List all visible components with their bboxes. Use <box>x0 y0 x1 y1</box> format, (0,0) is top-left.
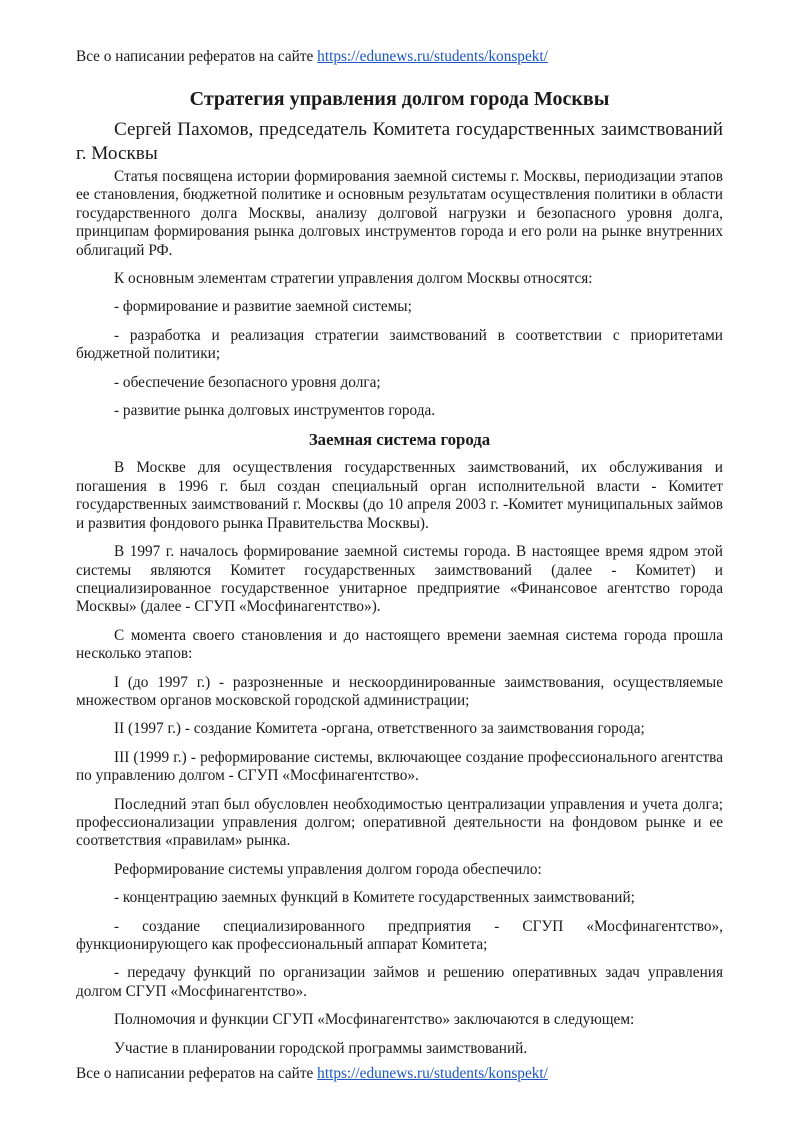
list-item: - создание специализированного предприятия - СГУП «Мосфинагентство», функционирующего как профессиональный аппарат Комитета; <box>76 917 723 953</box>
list-item: III (1999 г.) - реформирование системы, включающее создание профессионального агентства по управлению долгом - СГУП «Мосфинагентство». <box>76 748 723 785</box>
list-item: - разработка и реализация стратегии заимствований в соответствии с приоритетами бюджетной политики; <box>76 326 723 363</box>
paragraph: Последний этап был обусловлен необходимостью централизации управления и учета долга; профессионализации управления долгом; оперативной деятельности на фондовом рынке и ее соответствия «правилам» рынка. <box>76 795 723 850</box>
list-item: - обеспечение безопасного уровня долга; <box>114 373 381 391</box>
page-header <box>76 48 548 66</box>
page-footer <box>76 1065 548 1083</box>
list-item: - концентрацию заемных функций в Комитете государственных заимствований; <box>114 889 635 907</box>
paragraph: Участие в планировании городской программы заимствований. <box>114 1039 528 1057</box>
paragraph: С момента своего становления и до настоящего времени заемная система города прошла несколько этапов: <box>76 626 723 663</box>
paragraph: Реформирование системы управления долгом города обеспечило: <box>114 860 542 878</box>
author-line: Сергей Пахомов, председатель Комитета государственных заимствований г. Москвы <box>76 119 723 164</box>
list-item: - развитие рынка долговых инструментов города. <box>114 402 436 420</box>
section-heading: Заемная система города <box>308 430 491 450</box>
list-item: I (до 1997 г.) - разрозненные и нескоординированные заимствования, осуществляемые множеством органов московской городской администрации; <box>76 673 723 709</box>
paragraph: В 1997 г. началось формирование заемной системы города. В настоящее время ядром этой системы являются Комитет государственных заимствований (далее - Комитет) и специализированное государственное унитарное предприятие «Финансовое агентство города Москвы» (далее - СГУП «Мосфинагентство»). <box>76 543 723 616</box>
header-link[interactable]: https://edunews.ru/students/konspekt/ <box>317 48 548 65</box>
paragraph: Статья посвящена истории формирования заемной системы г. Москвы, периодизации этапов ее становления, бюджетной политике и основным результатам осуществления политики в области государственного долга Москвы, анализу долговой нагрузки и безопасного уровня долга, принципам формирования рынка долговых инструментов города и его роли на рынке внутренних облигаций РФ. <box>76 168 723 259</box>
footer-link[interactable]: https://edunews.ru/students/konspekt/ <box>317 1065 548 1082</box>
paragraph: Полномочия и функции СГУП «Мосфинагентство» заключаются в следующем: <box>114 1011 635 1029</box>
header-text: Все о написании рефератов на сайте <box>76 48 314 65</box>
paragraph: К основным элементам стратегии управления долгом Москвы относятся: <box>114 270 593 288</box>
paragraph: В Москве для осуществления государственных заимствований, их обслуживания и погашения в 1996 г. был создан специальный орган исполнительной власти - Комитет государственных заимствований г. Москвы (до 10 апреля 2003 г. -Комитет муниципальных займов и развития фондового рынка Правительства Москвы). <box>76 459 723 532</box>
footer-text: Все о написании рефератов на сайте <box>76 1065 314 1082</box>
list-item: - формирование и развитие заемной системы; <box>114 298 412 316</box>
document-body <box>76 168 723 1068</box>
list-item: II (1997 г.) - создание Комитета -органа, ответственного за заимствования города; <box>114 720 645 738</box>
list-item: - передачу функций по организации займов и решению оперативных задач управления долгом СГУП «Мосфинагентство». <box>76 964 723 1000</box>
document-title: Стратегия управления долгом города Москвы <box>189 88 610 110</box>
